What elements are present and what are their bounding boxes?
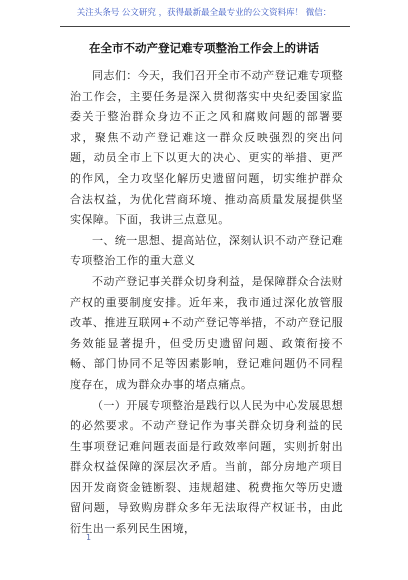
page-number: 1	[86, 533, 92, 542]
header-divider	[60, 26, 350, 27]
document-body	[70, 66, 343, 540]
header-banner: 关注头条号 公文研究 ，获得最新最全最专业的公文资料库！ 微信：	[76, 8, 332, 18]
section-heading-1: 一、统一思想、提高站位，深刻认识不动产登记难专项整治工作的重大意义	[70, 233, 343, 268]
document-title: 在全市不动产登记难专项整治工作会上的讲话	[89, 41, 319, 55]
paragraph-section-1: 不动产登记事关群众切身利益，是保障群众合法财产权的重要制度安排。近年来，我市通过深化放管服改革、推进互联网+不动产登记等举措，不动产登记服务效能显著提升，但受历史遗留问题、政策衔接不畅、部门协同不足等因素影响，登记难问题仍不同程度存在，成为群众办事的堵点痛点。	[70, 274, 343, 391]
paragraph-opening: 同志们：今天，我们召开全市不动产登记难专项整治工作会，主要任务是深入贯彻落实中央纪委国家监委关于整治群众身边不正之风和腐败问题的部署要求，聚焦不动产登记难这一群众反映强烈的突出问题，动员全市上下以更大的决心、更实的举措、更严的作风，全力攻坚化解历史遗留问题，切实维护群众合法权益，为优化营商环境、推动高质量发展提供坚实保障。下面，我讲三点意见。	[70, 69, 343, 227]
paragraph-subsection-1: （一）开展专项整治是践行以人民为中心发展思想的必然要求。不动产登记作为事关群众切身利益的民生事项登记难问题表面是行政效率问题，实则折射出群众权益保障的深层次矛盾。当前，部分房地产项目因开发商资金链断裂、违规超建、税费拖欠等历史遗留问题，导致购房群众多年无法取得产权证书，由此衍生出一系列民生困境，	[70, 398, 343, 536]
